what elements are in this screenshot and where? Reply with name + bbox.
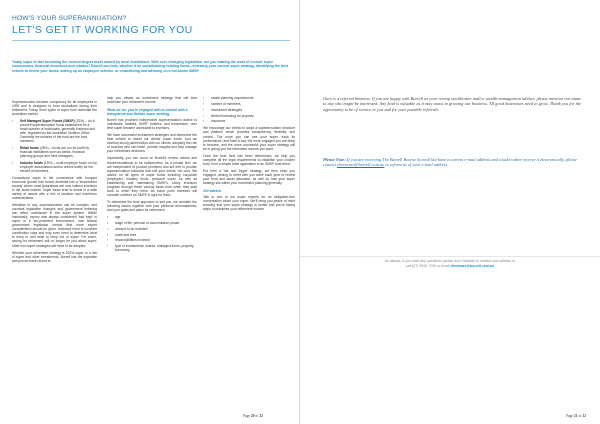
paragraph: To determine the best approach to suit you, we consider the following issues together with your personal circumstances, and your goals and plans for retirement: xyxy=(107,199,197,213)
list-item: › age xyxy=(107,215,121,220)
chevron-right-icon: › xyxy=(107,244,109,249)
email-note xyxy=(323,157,581,168)
chevron-right-icon: › xyxy=(203,113,205,118)
list-item: › investment strategies xyxy=(203,107,243,112)
chevron-right-icon: › xyxy=(12,160,14,165)
list-item: › insurance. xyxy=(203,119,227,124)
list-item: › limited borrowing for property xyxy=(203,113,254,118)
chevron-right-icon: › xyxy=(107,232,109,237)
page-number: Page 20 of 22 xyxy=(243,414,263,418)
article-headline: LET'S GET IT WORKING FOR YOU xyxy=(12,24,193,36)
contact-footer xyxy=(300,259,600,268)
chevron-right-icon: › xyxy=(12,119,14,124)
list-item-term: Retail funds xyxy=(20,145,39,150)
chevron-right-icon: › xyxy=(203,107,205,112)
headline-divider xyxy=(12,40,290,41)
paragraph: Burrell has provided independent superannuation advice to individuals, families, SMSF trustees, and businesses, over time super became accessible to investors. xyxy=(107,118,197,131)
article-column-1 xyxy=(12,100,97,266)
chevron-right-icon: › xyxy=(12,145,14,150)
list-item: › stage of life: pension or accumulation phase xyxy=(107,220,180,225)
list-item: › number of members xyxy=(203,101,241,106)
chevron-right-icon: › xyxy=(107,238,109,243)
chevron-right-icon: › xyxy=(203,119,205,124)
list-item-term: Industry funds xyxy=(20,160,43,165)
chevron-right-icon: › xyxy=(107,226,109,231)
paragraph: Superannuation became compulsory for all employees in 1992 and is designed to fund Australians during their retirement. Today, three types of super fund dominate the Australian market. xyxy=(12,100,97,117)
contact-line: call (07) 3006 7200 or email clientcare@burrell.com.au xyxy=(405,263,495,268)
paragraph: Put from a 'set and forget' strategy, we then keep you engaged, aiming to meet with you twice each year to review your fund and asset allocation, as well as how your super strategy sits within your investment planning generally. xyxy=(203,168,295,185)
paragraph: We have successful investment strategies and determine the best vehicle to invest our clients' super funds. And we develop strong partnerships with our clients, adopting the role of coaches who can listen, provide insights and help manage your investment decisions. xyxy=(107,133,197,154)
paragraph: We encourage our clients to adopt a superannuation structure and platform which provides transparency, flexibility and control. The more you can see your super, track its performance, and have a say, the more engaged you are likely to become, and the more successful your super strategy will be in giving you the retirement income you want. xyxy=(203,126,295,151)
list-item: › responsibilities involved xyxy=(107,238,150,243)
paragraph: help you devise an investment strategy that will best maximise your retirement income. xyxy=(107,96,197,105)
article-column-2 xyxy=(107,96,197,255)
page-number: Page 21 of 22 xyxy=(566,414,586,418)
list-item: › estate planning requirements xyxy=(203,96,254,100)
paragraph: Compulsory super is the cornerstone with buoyant economic growth has turned Australia into a 'shareholder society' where most Australians are now indirect investors in the stock market. Super funds tend to invest in a wide variety of assets with a mix of duration and risk/return characteristics. xyxy=(12,175,97,200)
paragraph: Once the best fund has been determined, we help you complete all the legal requirements to establish your chosen fund, from a simple retail application to an SMSF trust deed. xyxy=(203,153,295,166)
paragraph: Needless to say, superannuation can be complex, and constant legislative changes and government tinkering can affect confidence in the super system. Within historically, money was always considered 'bad kept' in super in a tax-protected environment, now federal government legislation means that more expert consideration should be given. Investors need to consider contribution caps and may even need to determine what to keep in and what to keep out of super. For some, saving for retirement will no longer be just about super; other non-super strategies will need to be adopted. xyxy=(12,203,97,248)
fund-types-list xyxy=(12,119,97,173)
list-item-text: (28%) – funds are run for profit by financial institutions such as banks, financial planning groups and fund managers. xyxy=(20,145,90,159)
article-intro: Today super is fast becoming the second largest asset owned by most Australians. With ever-changing legislation, are you making the most of current super concessions, financial incentives and rebates? Burrell can help, whether it be consolidating existing funds, reviewing your current super strategy, identifying the best vehicle to invest your funds, setting up an employee scheme, or establishing and advising on a full-blown SMSF. xyxy=(12,60,289,73)
footer-divider xyxy=(300,256,600,257)
email-link[interactable]: clientcare@burrell.com.au xyxy=(337,162,385,168)
list-item: › amount to be invested xyxy=(107,226,148,231)
contact-email-link[interactable]: clientcare@burrell.com.au xyxy=(450,263,495,268)
section-heading: What we do: you're engaged with in control with a transparent and flexible super strategy xyxy=(107,108,188,117)
contact-line: As always, if you have any questions please don't hesitate to contact your adviser or xyxy=(384,259,516,263)
list-item xyxy=(12,119,97,143)
list-item xyxy=(12,161,97,173)
note-text: If you are receiving The Burrell Bourse by mail but have a current e-mail address and would rather receive it electronically, please contact xyxy=(323,157,578,168)
chevron-right-icon: › xyxy=(107,220,109,225)
chevron-right-icon: › xyxy=(107,215,109,220)
note-label: Please Note: xyxy=(323,157,346,162)
chevron-right-icon: › xyxy=(203,101,205,106)
paragraph: Importantly, you can count on Burrell's review, advice and recommendations to be independent. As a private firm, we are independent of product providers and are free to provide superannuation solutions that suit your needs, not ours. We advise on all types of super funds including corporate (employer), industry funds, personal super, as well as establishing and maintaining SMSFs. Many investors progress through these various funds from when they start work to when they retire. As some point investors will consider whether an SMSF is right for them. xyxy=(107,156,197,197)
right-page xyxy=(300,0,600,424)
list-item: › type of investments: shares, managed funds, property, borrowing xyxy=(107,244,195,253)
article-column-3 xyxy=(203,96,295,214)
section-heading: Get started xyxy=(203,189,221,194)
note-text: to inform us of your e-mail address xyxy=(384,162,448,168)
list-item-text: (19%) – multi-employer funds run by employer associations and/or unions solely for the benefit of members. xyxy=(20,160,97,173)
paragraph: Talk to one of our super experts for an obligation-free conversation about your super. We'll bring you peace of mind knowing that your super strategy is sorted and you're taking steps to maximise your retirement income. xyxy=(203,195,295,212)
considerations-list xyxy=(107,215,197,252)
list-item: › costs and fees xyxy=(107,232,137,237)
paragraph: Whether your retirement strategy is 100% super or a mix of super and other investments, Burrell has the expertise and proven track record to xyxy=(12,250,97,263)
article-kicker: HOW'S YOUR SUPERANNUATION? xyxy=(12,15,127,22)
list-item xyxy=(12,146,97,158)
considerations-list-continued xyxy=(203,96,295,123)
referral-message: Ours is a referral business. If you are happy with Burrell as your caring stockbroker and/or wealth management adviser, please mention our name to any who might be interested. Any lead is valuable as it may assist in growing our business. All good businesses need to grow. Thank you for the opportunity to be of service to you and for your possible referrals. xyxy=(323,96,581,112)
chevron-right-icon: › xyxy=(203,96,205,100)
list-item-term: Self Managed Super Funds (SMSF) xyxy=(20,119,75,124)
list-item-text: (32%) – do-it-yourself superannuation funds established for a small number of individuals, generally husband and wife, regulated by the Australian Taxation Office. Generally the trustees of the fund are the fund members. xyxy=(20,119,96,144)
